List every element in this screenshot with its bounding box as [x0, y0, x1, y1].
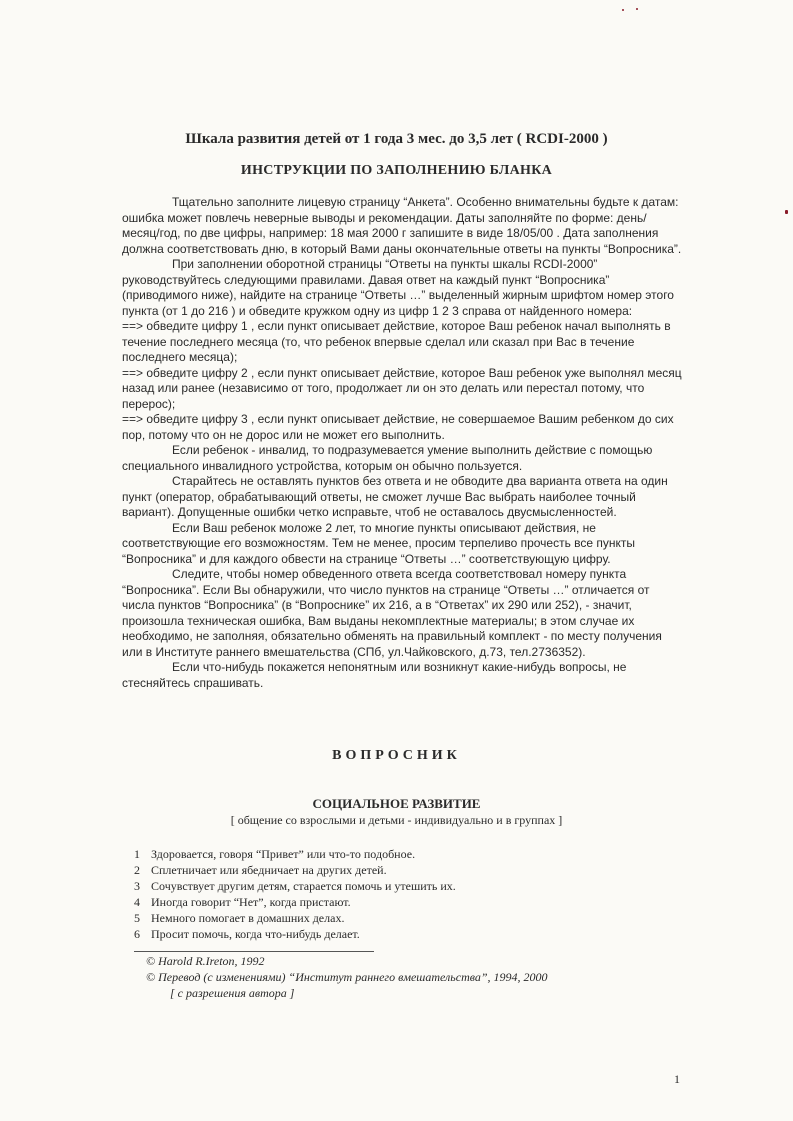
- social-development-heading: СОЦИАЛЬНОЕ РАЗВИТИЕ: [312, 796, 481, 811]
- instructions-body: [122, 195, 682, 691]
- question-item: [134, 878, 584, 894]
- instructions-heading: ИНСТРУКЦИИ ПО ЗАПОЛНЕНИЮ БЛАНКА: [240, 163, 553, 178]
- copyright-translation: © Перевод (с изменениями) “Институт раннего вмешательства”, 1994, 2000: [146, 970, 548, 984]
- instruction-paragraph: Если что-нибудь покажется непонятным или возникнут какие-нибудь вопросы, не стесняйтесь спрашивать.: [122, 660, 627, 690]
- scan-speck: [785, 210, 788, 214]
- footnote-divider: [134, 951, 374, 952]
- question-text: Иногда говорит “Нет”, когда пристают.: [151, 895, 351, 909]
- question-item: [134, 894, 584, 910]
- question-item: [134, 910, 584, 926]
- question-number: 4: [134, 895, 140, 909]
- question-number: 3: [134, 879, 140, 893]
- question-text: Здоровается, говоря “Привет” или что-то подобное.: [151, 847, 416, 861]
- document-title: Шкала развития детей от 1 года 3 мес. до 3,5 лет ( RCDI-2000 ): [185, 131, 608, 147]
- instruction-paragraph: ==> обведите цифру 3 , если пункт описывает действие, не совершаемое Вашим ребенком до сих пор, потому что он не дорос или не может его выполнить.: [122, 412, 674, 442]
- instruction-paragraph: Если Ваш ребенок моложе 2 лет, то многие пункты описывают действия, не соответствующие его возможностям. Тем не менее, просим терпеливо прочесть все пункты “Вопросника” и для каждого обвести на странице “Ответы …” соответствующую цифру.: [122, 520, 636, 566]
- question-item: [134, 926, 584, 942]
- question-item: [134, 862, 584, 878]
- question-text: Немного помогает в домашних делах.: [151, 911, 345, 925]
- question-number: 2: [134, 863, 140, 877]
- scan-speck: [622, 9, 624, 11]
- question-text: Сочувствует другим детям, старается помочь и утешить их.: [151, 879, 456, 893]
- question-number: 6: [134, 927, 140, 941]
- social-development-subheading: [ общение со взрослыми и детьми - индивидуально и в группах ]: [230, 813, 563, 827]
- instruction-paragraph: При заполнении оборотной страницы “Ответы на пункты шкалы RCDI-2000” руководствуйтесь следующими правилами. Давая ответ на каждый пункт “Вопросника” (приводимого ниже), найдите на странице “Ответы …” выделенный жирным шрифтом номер этого пункта (от 1 до 216 ) и обведите кружком одну из цифр 1 2 3 справа от найденного номера:: [122, 257, 674, 318]
- scan-speck: [636, 8, 638, 10]
- question-item: [134, 846, 584, 862]
- instruction-paragraph: Старайтесь не оставлять пунктов без ответа и не обводите два варианта ответа на один пункт (оператор, обрабатывающий ответы, не сможет лучше Вас выбрать наиболее точный вариант). Допущенные ошибки четко исправьте, чтоб не оставалось двусмысленностей.: [122, 474, 668, 519]
- copyright-author: © Harold R.Ireton, 1992: [146, 954, 265, 968]
- instruction-paragraph: Если ребенок - инвалид, то подразумевается умение выполнить действие с помощью специального инвалидного устройства, которым он обычно пользуется.: [122, 443, 653, 473]
- question-number: 1: [134, 847, 140, 861]
- instruction-paragraph: Следите, чтобы номер обведенного ответа всегда соответствовал номеру пункта “Вопросника”. Если Вы обнаружили, что число пунктов на странице “Ответы …” отличается от числа пунктов “Вопросника” (в “Вопроснике” их 216, а в “Ответах” их 290 или 252), - значит, произошла техническая ошибка, Вам выданы некомплектные материалы; в этом случае их необходимо, не заполняя, обязательно обменять на правильный комплект - по месту получения или в Институте раннего вмешательства (СПб, ул.Чайковского, д.73, тел.2736352).: [122, 567, 662, 659]
- question-text: Сплетничает или ябедничает на других детей.: [151, 863, 387, 877]
- instruction-paragraph: Тщательно заполните лицевую страницу “Анкета”. Особенно внимательны будьте к датам: ошибка может повлечь неверные выводы и рекомендации. Даты заполняйте по форме: день/месяц/год, по две цифры, например: 18 мая 2000 г запишите в виде 18/05/00 . Дата заполнения должна соответствовать дню, в который Вами даны окончательные ответы на пункты “Вопросника”.: [122, 195, 682, 256]
- instruction-paragraph: ==> обведите цифру 2 , если пункт описывает действие, которое Ваш ребенок уже выполнял месяц назад или ранее (независимо от того, продолжает ли он это делать или перестал потому, что перерос);: [122, 365, 682, 411]
- copyright-permission: [ с разрешения автора ]: [170, 986, 295, 1000]
- question-text: Просит помочь, когда что-нибудь делает.: [151, 927, 360, 941]
- page-number: 1: [674, 1072, 680, 1086]
- questionnaire-heading: ВОПРОСНИК: [332, 748, 461, 763]
- instruction-paragraph: ==> обведите цифру 1 , если пункт описывает действие, которое Ваш ребенок начал выполнять в течение последнего месяца (то, что ребенок впервые сделал или сказал при Вас в течение последнего месяца);: [122, 319, 671, 364]
- question-number: 5: [134, 911, 140, 925]
- question-list: [134, 846, 584, 942]
